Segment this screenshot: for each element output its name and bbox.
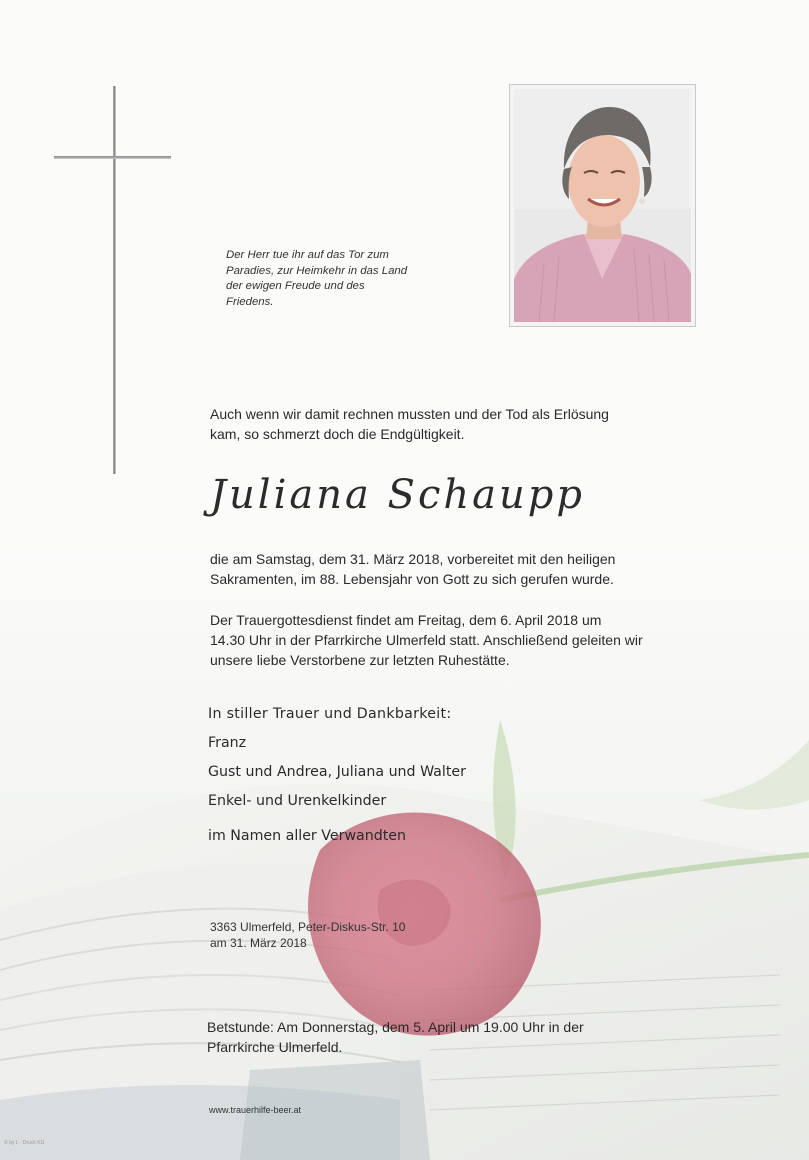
mourner-line: Enkel- und Urenkelkinder (208, 793, 387, 809)
mourner-line: im Namen aller Verwandten (208, 828, 407, 844)
verse-line: Paradies, zur Heimkehr in das Land (226, 264, 408, 277)
prayer-line: Betstunde: Am Donnerstag, dem 5. April um 19.00 Uhr in der (207, 1019, 584, 1035)
portrait-frame (509, 84, 696, 327)
mourner-line: Franz (208, 735, 247, 751)
deceased-name: Juliana Schaupp (210, 472, 585, 518)
mourner-line: Gust und Andrea, Juliana und Walter (208, 764, 466, 780)
service-line: Der Trauergottesdienst findet am Freitag, dem 6. April 2018 um (210, 612, 602, 628)
intro-line: Auch wenn wir damit rechnen mussten und der Tod als Erlösung (210, 406, 609, 422)
death-notice-line: die am Samstag, dem 31. März 2018, vorbereitet mit den heiligen (210, 551, 616, 567)
date-line: am 31. März 2018 (210, 936, 307, 950)
prayer-hour-info (207, 1017, 677, 1057)
intro-line: kam, so schmerzt doch die Endgültigkeit. (210, 426, 465, 442)
bible-verse (226, 248, 456, 310)
portrait-photo (514, 89, 691, 322)
death-notice-line: Sakramenten, im 88. Lebensjahr von Gott zu sich gerufen wurde. (210, 571, 614, 587)
mourners-heading: In stiller Trauer und Dankbarkeit: (208, 706, 452, 722)
death-notice (210, 549, 692, 589)
imprint-text: © by L - Druck KG (4, 1140, 45, 1146)
prayer-line: Pfarrkirche Ulmerfeld. (207, 1039, 343, 1055)
service-line: 14.30 Uhr in der Pfarrkirche Ulmerfeld statt. Anschließend geleiten wir (210, 632, 643, 648)
intro-text (210, 404, 692, 444)
cross-horizontal-icon (54, 156, 171, 159)
cross-vertical-icon (113, 86, 116, 474)
verse-line: Friedens. (226, 295, 274, 308)
service-line: unsere liebe Verstorbene zur letzten Ruhestätte. (210, 652, 510, 668)
verse-line: Der Herr tue ihr auf das Tor zum (226, 249, 389, 261)
address-line: 3363 Ulmerfeld, Peter-Diskus-Str. 10 (210, 920, 406, 934)
funeral-service-info (210, 610, 692, 670)
verse-line: der ewigen Freude und des (226, 280, 365, 293)
address-block (210, 919, 405, 951)
website-url: www.trauerhilfe-beer.at (209, 1105, 302, 1115)
